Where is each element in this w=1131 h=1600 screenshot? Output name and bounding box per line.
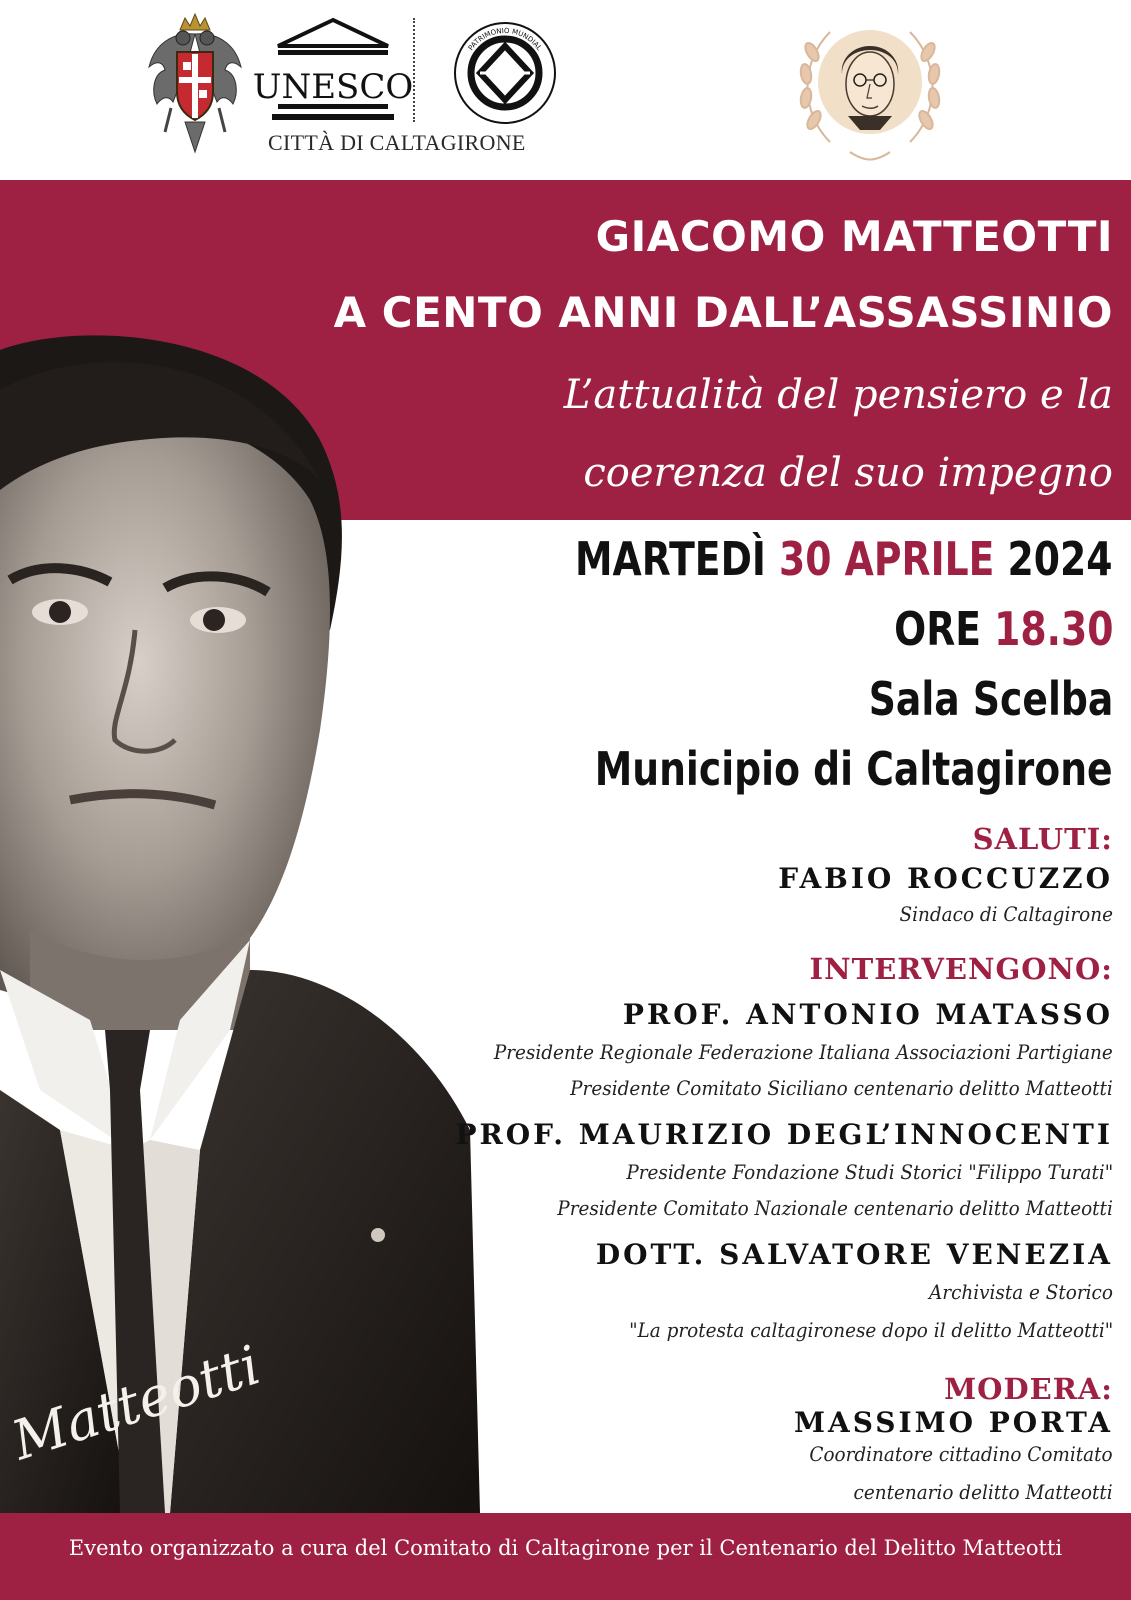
event-day-month: 30 APRILE [779,532,995,586]
speaker-role: Archivista e Storico [929,1280,1113,1304]
event-venue-room: Sala Scelba [868,672,1113,726]
event-subtitle-line1: L’attualità del pensiero e la [563,372,1113,418]
event-title-line2: A CENTO ANNI DALL’ASSASSINIO [333,288,1113,337]
event-venue-building: Municipio di Caltagirone [595,742,1113,796]
matteotti-portrait-photo [0,330,480,1513]
footer-organizer-text: Evento organizzato a cura del Comitato di Caltagirone per il Centenario del Delitto Matteotti [68,1536,1063,1560]
speaker-role: Presidente Comitato Siciliano centenario delitto Matteotti [570,1076,1113,1100]
moderator-role: Coordinatore cittadino Comitato [809,1442,1113,1466]
event-time-label: ORE [893,602,981,656]
caltagirone-crest-icon [145,12,245,157]
heritage-badge-text-top: PATRIMONIO MUNDIAL [466,26,544,52]
event-year: 2024 [1008,532,1113,586]
speaker-name: PROF. ANTONIO MATASSO [622,998,1113,1031]
city-name: CITTÀ DI CALTAGIRONE [268,130,526,155]
intervengono-label: INTERVENGONO: [809,952,1113,986]
moderator-role: centenario delitto Matteotti [853,1480,1113,1504]
event-time-value: 18.30 [993,602,1113,656]
speaker-role: Presidente Comitato Nazionale centenario delitto Matteotti [557,1196,1113,1220]
saluti-speaker-role: Sindaco di Caltagirone [899,902,1113,926]
speaker-role: Presidente Regionale Federazione Italiana Associazioni Partigiane [494,1040,1113,1064]
speaker-role: Presidente Fondazione Studi Storici "Filippo Turati" [626,1160,1113,1184]
unesco-text: UNESCO [252,67,414,107]
unesco-logo-icon [252,18,414,128]
event-title-line1: GIACOMO MATTEOTTI [595,212,1113,261]
matteotti-medallion-icon [790,12,950,172]
saluti-speaker-name: FABIO ROCCUZZO [778,862,1113,895]
world-heritage-emblem-icon [450,18,560,128]
saluti-label: SALUTI: [972,822,1113,856]
event-subtitle-line2: coerenza del suo impegno [583,450,1113,496]
moderator-name: MASSIMO PORTA [793,1406,1113,1439]
photo-signature: Matteotti [4,1333,268,1473]
speaker-name: PROF. MAURIZIO DEGL’INNOCENTI [455,1118,1113,1151]
logo-divider [413,18,415,122]
modera-label: MODERA: [944,1372,1113,1406]
event-weekday: MARTEDÌ [575,532,767,586]
event-date [575,532,1113,586]
event-time [894,602,1113,656]
speaker-talk-title: "La protesta caltagironese dopo il delitto Matteotti" [628,1318,1113,1342]
speaker-name: DOTT. SALVATORE VENEZIA [595,1238,1113,1271]
